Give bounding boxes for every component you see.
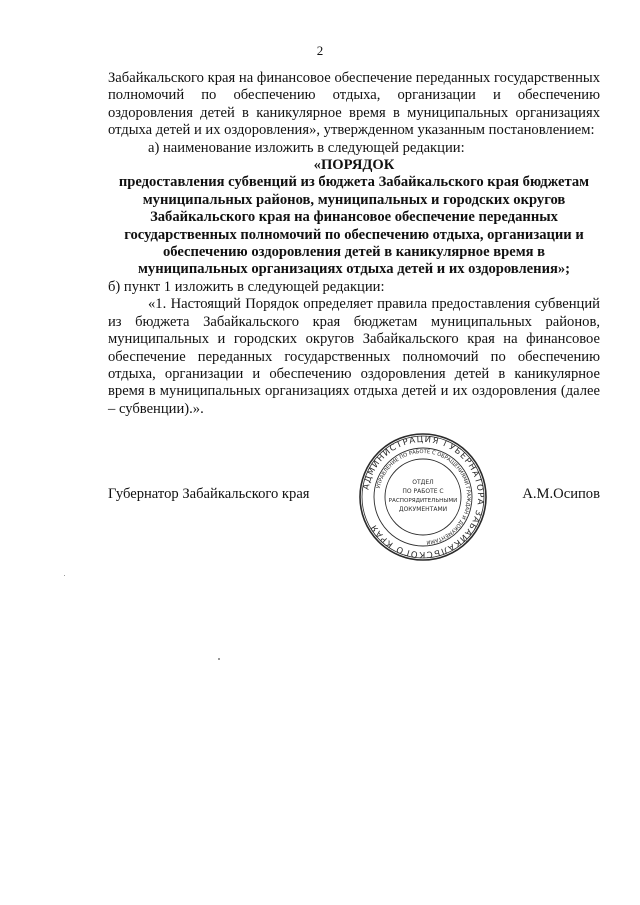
- signatory-name: А.М.Осипов: [522, 486, 600, 502]
- scan-speck: [64, 575, 65, 576]
- order-title-line: муниципальных организациях отдыха детей и их оздоровления»;: [137, 261, 571, 278]
- stamp-center-line: ОТДЕЛ: [412, 479, 434, 486]
- order-title-line: Забайкальского края на финансовое обеспечение переданных: [150, 209, 558, 226]
- order-title-line: предоставления субвенций из бюджета Забайкальского края бюджетам: [118, 174, 590, 191]
- official-stamp: [358, 432, 488, 562]
- order-title-line: обеспечению оздоровления детей в каникулярное время в: [162, 244, 546, 261]
- stamp-outer-text: АДМИНИСТРАЦИЯ ГУБЕРНАТОРА ЗАБАЙКАЛЬСКОГО КРАЯ: [361, 434, 486, 560]
- item-b-paragraph: б) пункт 1 изложить в следующей редакции:: [108, 278, 385, 295]
- stamp-center-line: РАСПОРЯДИТЕЛЬНЫМИ: [388, 498, 458, 504]
- order-title-head: «ПОРЯДОК: [313, 157, 395, 174]
- intro-paragraph: Забайкальского края на финансовое обеспечение переданных государственных полномочий по обеспечению отдыха, организации и обеспечению оздоровления детей в каникулярное время в муниципальных организациях отдыха детей и их оздоровления», утвержденном указанным постановлением:: [108, 70, 600, 139]
- document-body: [108, 70, 600, 418]
- item-a-paragraph: а) наименование изложить в следующей редакции:: [148, 139, 465, 156]
- stamp-inner-ring-text: УПРАВЛЕНИЕ ПО РАБОТЕ С ОБРАЩЕНИЯМИ ГРАЖДАН И ДОКУМЕНТАМИ: [375, 448, 472, 545]
- svg-text:УПРАВЛЕНИЕ ПО РАБОТЕ С ОБРАЩЕН: [376, 449, 471, 545]
- signatory-position: Губернатор Забайкальского края: [108, 486, 310, 502]
- page-number: 2: [316, 43, 324, 58]
- order-title-line: государственных полномочий по обеспечению отдыха, организации и: [124, 226, 584, 243]
- point-1-paragraph: «1. Настоящий Порядок определяет правила предоставления субвенций из бюджета Забайкальского края бюджетам муниципальных районов, муниципальных и городских округов Забайкальского края на финансовое обеспечение переданных государственных полномочий по обеспечению отдыха, организации и обеспечению оздоровления детей в каникулярное время в муниципальных организациях отдыха детей и их оздоровления (далее – субвенции).».: [108, 296, 600, 417]
- stamp-center-line: ПО РАБОТЕ С: [402, 488, 444, 495]
- order-title-line: муниципальных районов, муниципальных и городских округов: [142, 191, 566, 208]
- scan-speck: [218, 658, 220, 660]
- order-title: [108, 157, 600, 279]
- stamp-center-line: ДОКУМЕНТАМИ: [398, 506, 448, 513]
- stamp-seal: [358, 432, 488, 562]
